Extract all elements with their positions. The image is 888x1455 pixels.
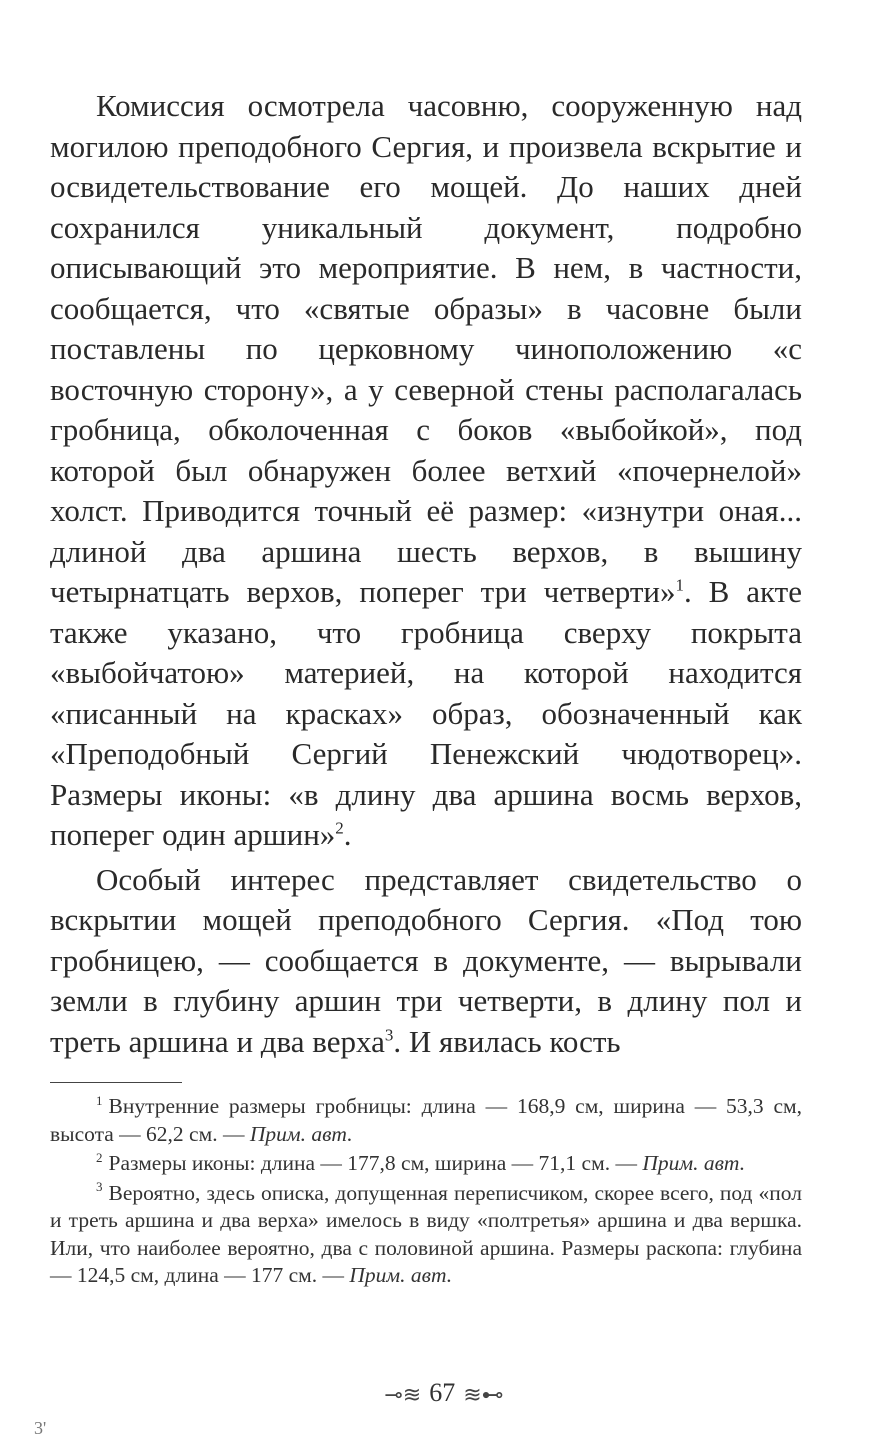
- paragraph-1-text-a: Комиссия осмотрела часовню, сооруженную над могилою преподобного Сергия, и произвела вскрытие и освидетельствование его мощей. До наших дней сохранился уникальный документ, подробно описывающий это мероприятие. В нем, в частности, сообщается, что «святые образы» в часовне были поставлены по церковному чиноположению «с восточную сторону», а у северной стены располагалась гробница, обколоченная с боков «выбойкой», под которой был обнаружен более ветхий «почернелой» холст. Приводится точный её размер: «изнутри оная... длиной два аршина шесть верхов, в вышину четырнатцать верхов, поперег три четверти»: [50, 88, 802, 609]
- page-body: [50, 86, 802, 1292]
- ornament-right-icon: ≋⊷: [463, 1382, 504, 1408]
- footnote-1-text: Внутренние размеры гробницы: длина — 168,9 см, ширина — 53,3 см, высота — 62,2 см. —: [50, 1094, 802, 1146]
- page-footer: [0, 1378, 888, 1408]
- paragraph-1-text-c: .: [343, 817, 352, 852]
- page-number: 67: [429, 1378, 456, 1407]
- paragraph-2: [50, 860, 802, 1063]
- footnote-3-note: Прим. авт.: [349, 1263, 453, 1287]
- footnote-1-mark: 1: [96, 1092, 103, 1108]
- paragraph-2-text-b: . И явилась кость: [393, 1023, 621, 1059]
- footnote-1: [50, 1093, 802, 1148]
- paragraph-1: [50, 86, 802, 856]
- footnote-divider: [50, 1082, 182, 1083]
- footnote-ref-2[interactable]: 2: [335, 818, 344, 838]
- footnote-2-mark: 2: [96, 1149, 103, 1165]
- footnote-2: [50, 1150, 802, 1178]
- footnote-3-text: Вероятно, здесь описка, допущенная переписчиком, скорее всего, под «пол и треть аршина и два верха» имелось в виду «полтретья» аршина и два вершка. Или, что наиболее вероятно, два с половиной аршина. Размеры раскопа: глубина — 124,5 см, длина — 177 см. —: [50, 1180, 802, 1287]
- paragraph-1-text-b: . В акте также указано, что гробница сверху покрыта «выбойчатою» материей, на которой находится «писанный на красках» образ, обозначенный как «Преподобный Сергий Пенежский чюдотворец». Размеры иконы: «в длину два аршина восмь верхов, поперег один аршин»: [50, 574, 802, 852]
- footnote-ref-3[interactable]: 3: [384, 1025, 394, 1045]
- footnote-3: [50, 1180, 802, 1290]
- footnote-3-mark: 3: [96, 1179, 103, 1195]
- footnote-ref-1[interactable]: 1: [675, 575, 684, 595]
- paragraph-2-text-a: Особый интерес представляет свидетельство о вскрытии мощей преподобного Сергия. «Под тою гробницею, — сообщается в документе, — вырывали земли в глубину аршин три четверти, в длину пол и треть аршина и два верха: [50, 861, 802, 1059]
- footnote-2-note: Прим. авт.: [642, 1151, 746, 1175]
- footnote-1-note: Прим. авт.: [249, 1121, 353, 1146]
- ornament-left-icon: ⊸≋: [384, 1382, 422, 1408]
- footnote-2-text: Размеры иконы: длина — 177,8 см, ширина — 71,1 см. —: [108, 1151, 643, 1175]
- print-corner-mark: 3': [34, 1418, 47, 1438]
